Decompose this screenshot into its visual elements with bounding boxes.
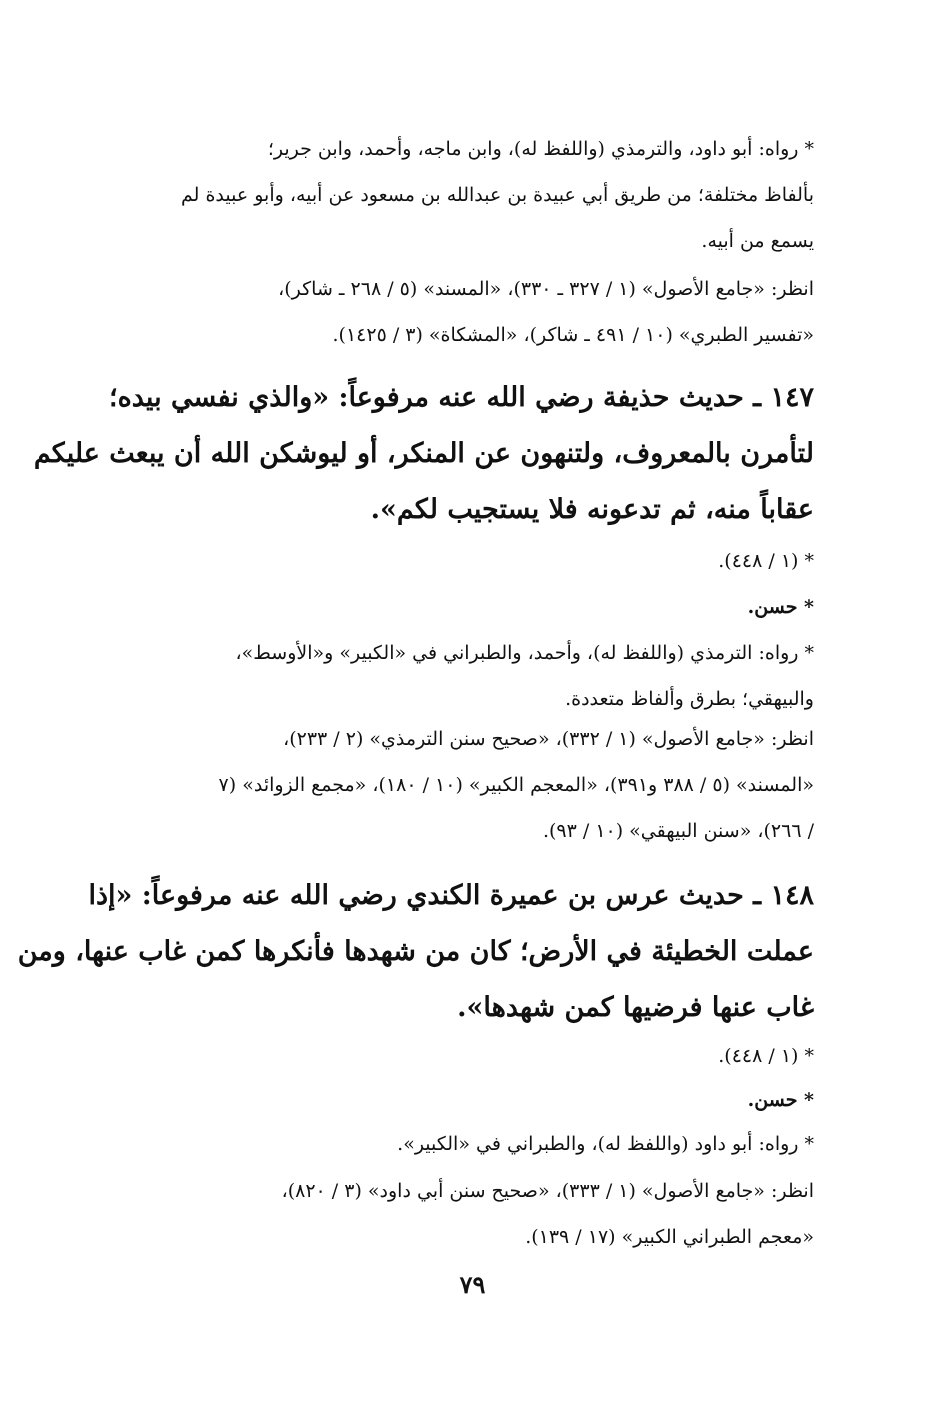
hadith-147-text xyxy=(33,370,814,538)
text-line: «المسند» (٥ / ٣٨٨ و٣٩١)، «المعجم الكبير» (١٠ / ١٨٠)، «مجمع الزوائد» (٧ xyxy=(218,774,814,796)
text-line: «معجم الطبراني الكبير» (١٧ / ١٣٩). xyxy=(525,1226,814,1248)
hadith-line: ١٤٧ ـ حديث حذيفة رضي الله عنه مرفوعاً: «والذي نفسي بيده؛ xyxy=(109,382,814,413)
hadith-148-references xyxy=(132,1168,814,1260)
text-line: يسمع من أبيه. xyxy=(701,230,814,252)
text-line: بألفاظ مختلفة؛ من طريق أبي عبيدة بن عبدالله بن مسعود عن أبيه، وأبو عبيدة لم xyxy=(180,184,814,206)
text-line: انظر: «جامع الأصول» (١ / ٣٣٢)، «صحيح سنن الترمذي» (٢ / ٢٣٣)، xyxy=(283,728,814,750)
references-paragraph xyxy=(132,266,814,358)
hadith-line: عقاباً منه، ثم تدعونه فلا يستجيب لكم». xyxy=(370,494,814,525)
hadith-147-notes xyxy=(132,538,814,722)
text-line: «تفسير الطبري» (١٠ / ٤٩١ ـ شاكر)، «المشكاة» (٣ / ١٤٢٥). xyxy=(332,324,814,346)
hadith-147-references xyxy=(132,716,814,854)
hadith-grade: * حسن. xyxy=(747,1089,814,1111)
hadith-148-notes xyxy=(132,1034,814,1166)
source-reference: * (١ / ٤٤٨). xyxy=(718,550,814,572)
text-line: والبيهقي؛ بطرق وألفاظ متعددة. xyxy=(565,688,814,710)
text-line: انظر: «جامع الأصول» (١ / ٣٣٣)، «صحيح سنن أبي داود» (٣ / ٨٢٠)، xyxy=(281,1180,814,1202)
hadith-line: عملت الخطيئة في الأرض؛ كان من شهدها فأنكرها كمن غاب عنها، ومن xyxy=(17,936,814,967)
hadith-line: غاب عنها فرضيها كمن شهدها». xyxy=(457,992,814,1023)
source-reference: * (١ / ٤٤٨). xyxy=(718,1045,814,1067)
hadith-line: لتأمرن بالمعروف، ولتنهون عن المنكر، أو ليوشكن الله أن يبعث عليكم xyxy=(33,438,814,469)
text-line: * رواه: الترمذي (واللفظ له)، وأحمد، والطبراني في «الكبير» و«الأوسط»، xyxy=(235,642,814,664)
text-line: / ٢٦٦)، «سنن البيهقي» (١٠ / ٩٣). xyxy=(542,820,814,842)
narrators-paragraph xyxy=(132,126,814,264)
hadith-line: ١٤٨ ـ حديث عرس بن عميرة الكندي رضي الله عنه مرفوعاً: «إذا xyxy=(88,880,814,911)
page-number: ٧٩ xyxy=(459,1270,486,1299)
text-line: * رواه: أبو داود (واللفظ له)، والطبراني في «الكبير». xyxy=(397,1133,814,1155)
hadith-148-text xyxy=(17,868,814,1036)
text-line: انظر: «جامع الأصول» (١ / ٣٢٧ ـ ٣٣٠)، «المسند» (٥ / ٢٦٨ ـ شاكر)، xyxy=(278,278,814,300)
text-line: * رواه: أبو داود، والترمذي (واللفظ له)، وابن ماجه، وأحمد، وابن جرير؛ xyxy=(267,138,814,160)
hadith-grade: * حسن. xyxy=(747,596,814,618)
